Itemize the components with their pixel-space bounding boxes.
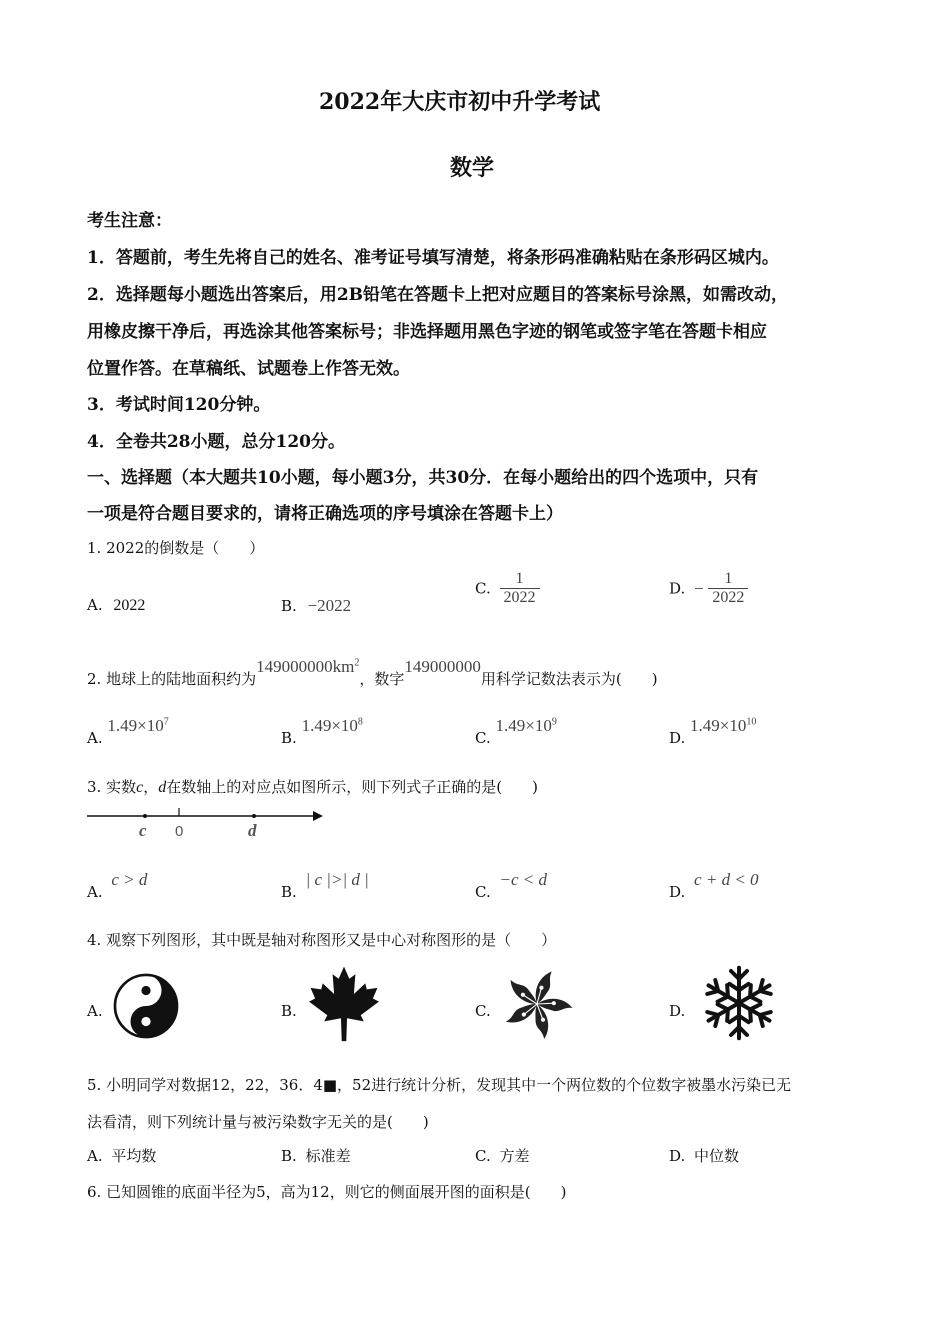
option-value — [496, 716, 557, 735]
separator: ， — [143, 778, 159, 796]
q4-stem: 4. 观察下列图形，其中既是轴对称图形又是中心对称图形的是（ ） — [87, 931, 557, 949]
option-label: A. — [87, 883, 103, 901]
exponent: 10 — [746, 716, 757, 728]
section-heading: 一项是符合题目要求的，请将正确选项的序号填涂在答题卡上） — [87, 504, 563, 524]
option-label: C. — [475, 729, 491, 747]
var-d: d — [158, 779, 167, 796]
stem-text: 2. 地球上的陆地面积约为 — [87, 670, 257, 688]
denominator: 2022 — [708, 588, 748, 607]
exponent: 9 — [551, 716, 557, 728]
q3-option-d[interactable] — [669, 870, 759, 901]
base: 1.49×10 — [495, 716, 552, 735]
option-label: C. — [475, 883, 491, 901]
option-label: B. — [281, 1002, 297, 1020]
q1-option-a[interactable] — [87, 596, 145, 615]
option-label: C. — [475, 579, 491, 598]
fraction — [708, 570, 748, 607]
option-label: C. — [475, 1147, 491, 1165]
denominator: 2022 — [500, 588, 540, 607]
number-line — [87, 805, 327, 845]
axis-label-d: d — [248, 821, 257, 840]
option-label: C. — [475, 1002, 491, 1020]
notice-line: 1．答题前，考生先将自己的姓名、准考证号填写清楚，将条形码准确粘贴在条形码区城内。 — [87, 248, 779, 268]
q4-option-a[interactable] — [87, 1002, 103, 1020]
option-label: D. — [669, 579, 686, 598]
numerator: 1 — [724, 570, 733, 587]
snowflake-icon — [697, 963, 781, 1043]
q4-option-d[interactable] — [669, 1002, 685, 1020]
option-value — [690, 716, 756, 735]
stem-text: 在数轴上的对应点如图所示，则下列式子正确的是( ) — [166, 778, 538, 796]
option-label: D. — [669, 729, 686, 747]
area-value — [256, 657, 359, 676]
q5-stem: 5. 小明同学对数据12，22，36．4■，52进行统计分析，发现其中一个两位数的个位数字被墨水污染已无 — [87, 1076, 792, 1094]
option-label: B. — [281, 729, 297, 747]
notice-line: 2．选择题每小题选出答案后，用2B铅笔在答题卡上把对应题目的答案标号涂黑，如需改动， — [87, 285, 789, 305]
q2-option-c[interactable] — [475, 716, 557, 747]
minus-sign: − — [694, 578, 704, 598]
base: 1.49×10 — [301, 716, 358, 735]
notice-line: 位置作答。在草稿纸、试题卷上作答无效。 — [87, 359, 410, 379]
notice-line: 用橡皮擦干净后，再选涂其他答案标号；非选择题用黑色字迹的钢笔或签字笔在答题卡相应 — [87, 322, 767, 342]
q3-stem — [87, 776, 538, 797]
option-expr: −c < d — [499, 870, 547, 889]
option-value: 2022 — [113, 597, 146, 614]
option-text: 中位数 — [694, 1147, 740, 1165]
axis-label-c: c — [139, 821, 147, 840]
q5-option-b[interactable] — [281, 1145, 351, 1166]
option-label: A. — [87, 729, 103, 747]
stem-text: 用科学记数法表示为( ) — [480, 670, 658, 688]
q2-stem — [87, 656, 658, 688]
q1-option-c[interactable] — [475, 570, 540, 607]
q2-option-d[interactable] — [669, 716, 757, 747]
option-text: 方差 — [499, 1147, 530, 1165]
bauhinia-flower-icon — [500, 967, 574, 1041]
numerator: 1 — [515, 570, 524, 587]
superscript: 2 — [354, 657, 360, 669]
q3-option-c[interactable] — [475, 870, 547, 901]
option-label: D. — [669, 1147, 686, 1165]
section-heading: 一、选择题（本大题共10小题，每小题3分，共30分．在每小题给出的四个选项中，只有 — [87, 468, 759, 488]
q4-option-c[interactable] — [475, 1002, 491, 1020]
base: 1.49×10 — [107, 716, 164, 735]
base: 1.49×10 — [690, 716, 747, 735]
option-value: −2022 — [307, 596, 352, 615]
option-label: D. — [669, 1002, 686, 1020]
notice-heading: 考生注意： — [87, 211, 172, 231]
maple-leaf-icon — [306, 965, 382, 1045]
number-value: 149000000 — [404, 657, 481, 676]
exam-title: 2022年大庆市初中升学考试 — [319, 89, 601, 115]
q5-stem: 法看清，则下列统计量与被污染数字无关的是( ) — [87, 1113, 429, 1131]
option-label: D. — [669, 883, 686, 901]
q5-option-c[interactable] — [475, 1145, 530, 1166]
option-expr: | c |>| d | — [305, 870, 369, 889]
option-expr: c > d — [111, 870, 148, 889]
notice-line: 4．全卷共28小题，总分120分。 — [87, 432, 345, 452]
q1-option-b[interactable] — [281, 596, 351, 616]
option-value — [107, 716, 168, 735]
option-label: B. — [281, 883, 297, 901]
option-label: A. — [87, 1147, 103, 1165]
option-label: B. — [281, 1147, 297, 1165]
option-label: A. — [87, 596, 103, 614]
q5-option-d[interactable] — [669, 1145, 739, 1166]
option-label: A. — [87, 1002, 103, 1020]
q3-option-a[interactable] — [87, 870, 148, 901]
q3-option-b[interactable] — [281, 870, 369, 901]
option-text: 标准差 — [305, 1147, 351, 1165]
notice-line: 3．考试时间120分钟。 — [87, 395, 271, 415]
q5-option-a[interactable] — [87, 1145, 156, 1166]
stem-text: ，数字 — [359, 670, 405, 688]
option-value — [302, 716, 363, 735]
q6-stem: 6. 已知圆锥的底面半径为5，高为12，则它的侧面展开图的面积是( ) — [87, 1183, 567, 1201]
q1-stem: 1. 2022的倒数是（ ） — [87, 539, 265, 557]
q2-option-a[interactable] — [87, 716, 169, 747]
exponent: 7 — [163, 716, 169, 728]
option-expr: c + d < 0 — [694, 870, 759, 889]
exponent: 8 — [357, 716, 363, 728]
var-c: c — [136, 779, 144, 796]
option-text: 平均数 — [111, 1147, 157, 1165]
subject-title: 数学 — [450, 155, 495, 181]
option-label: B. — [281, 597, 297, 615]
q4-option-b[interactable] — [281, 1002, 297, 1020]
yin-yang-icon — [113, 973, 179, 1039]
q2-option-b[interactable] — [281, 716, 363, 747]
q1-option-d[interactable] — [669, 570, 748, 607]
axis-label-zero: 0 — [175, 823, 184, 840]
stem-text: 3. 实数 — [87, 778, 137, 796]
fraction — [500, 570, 540, 607]
area-number: 149000000km — [256, 657, 355, 676]
